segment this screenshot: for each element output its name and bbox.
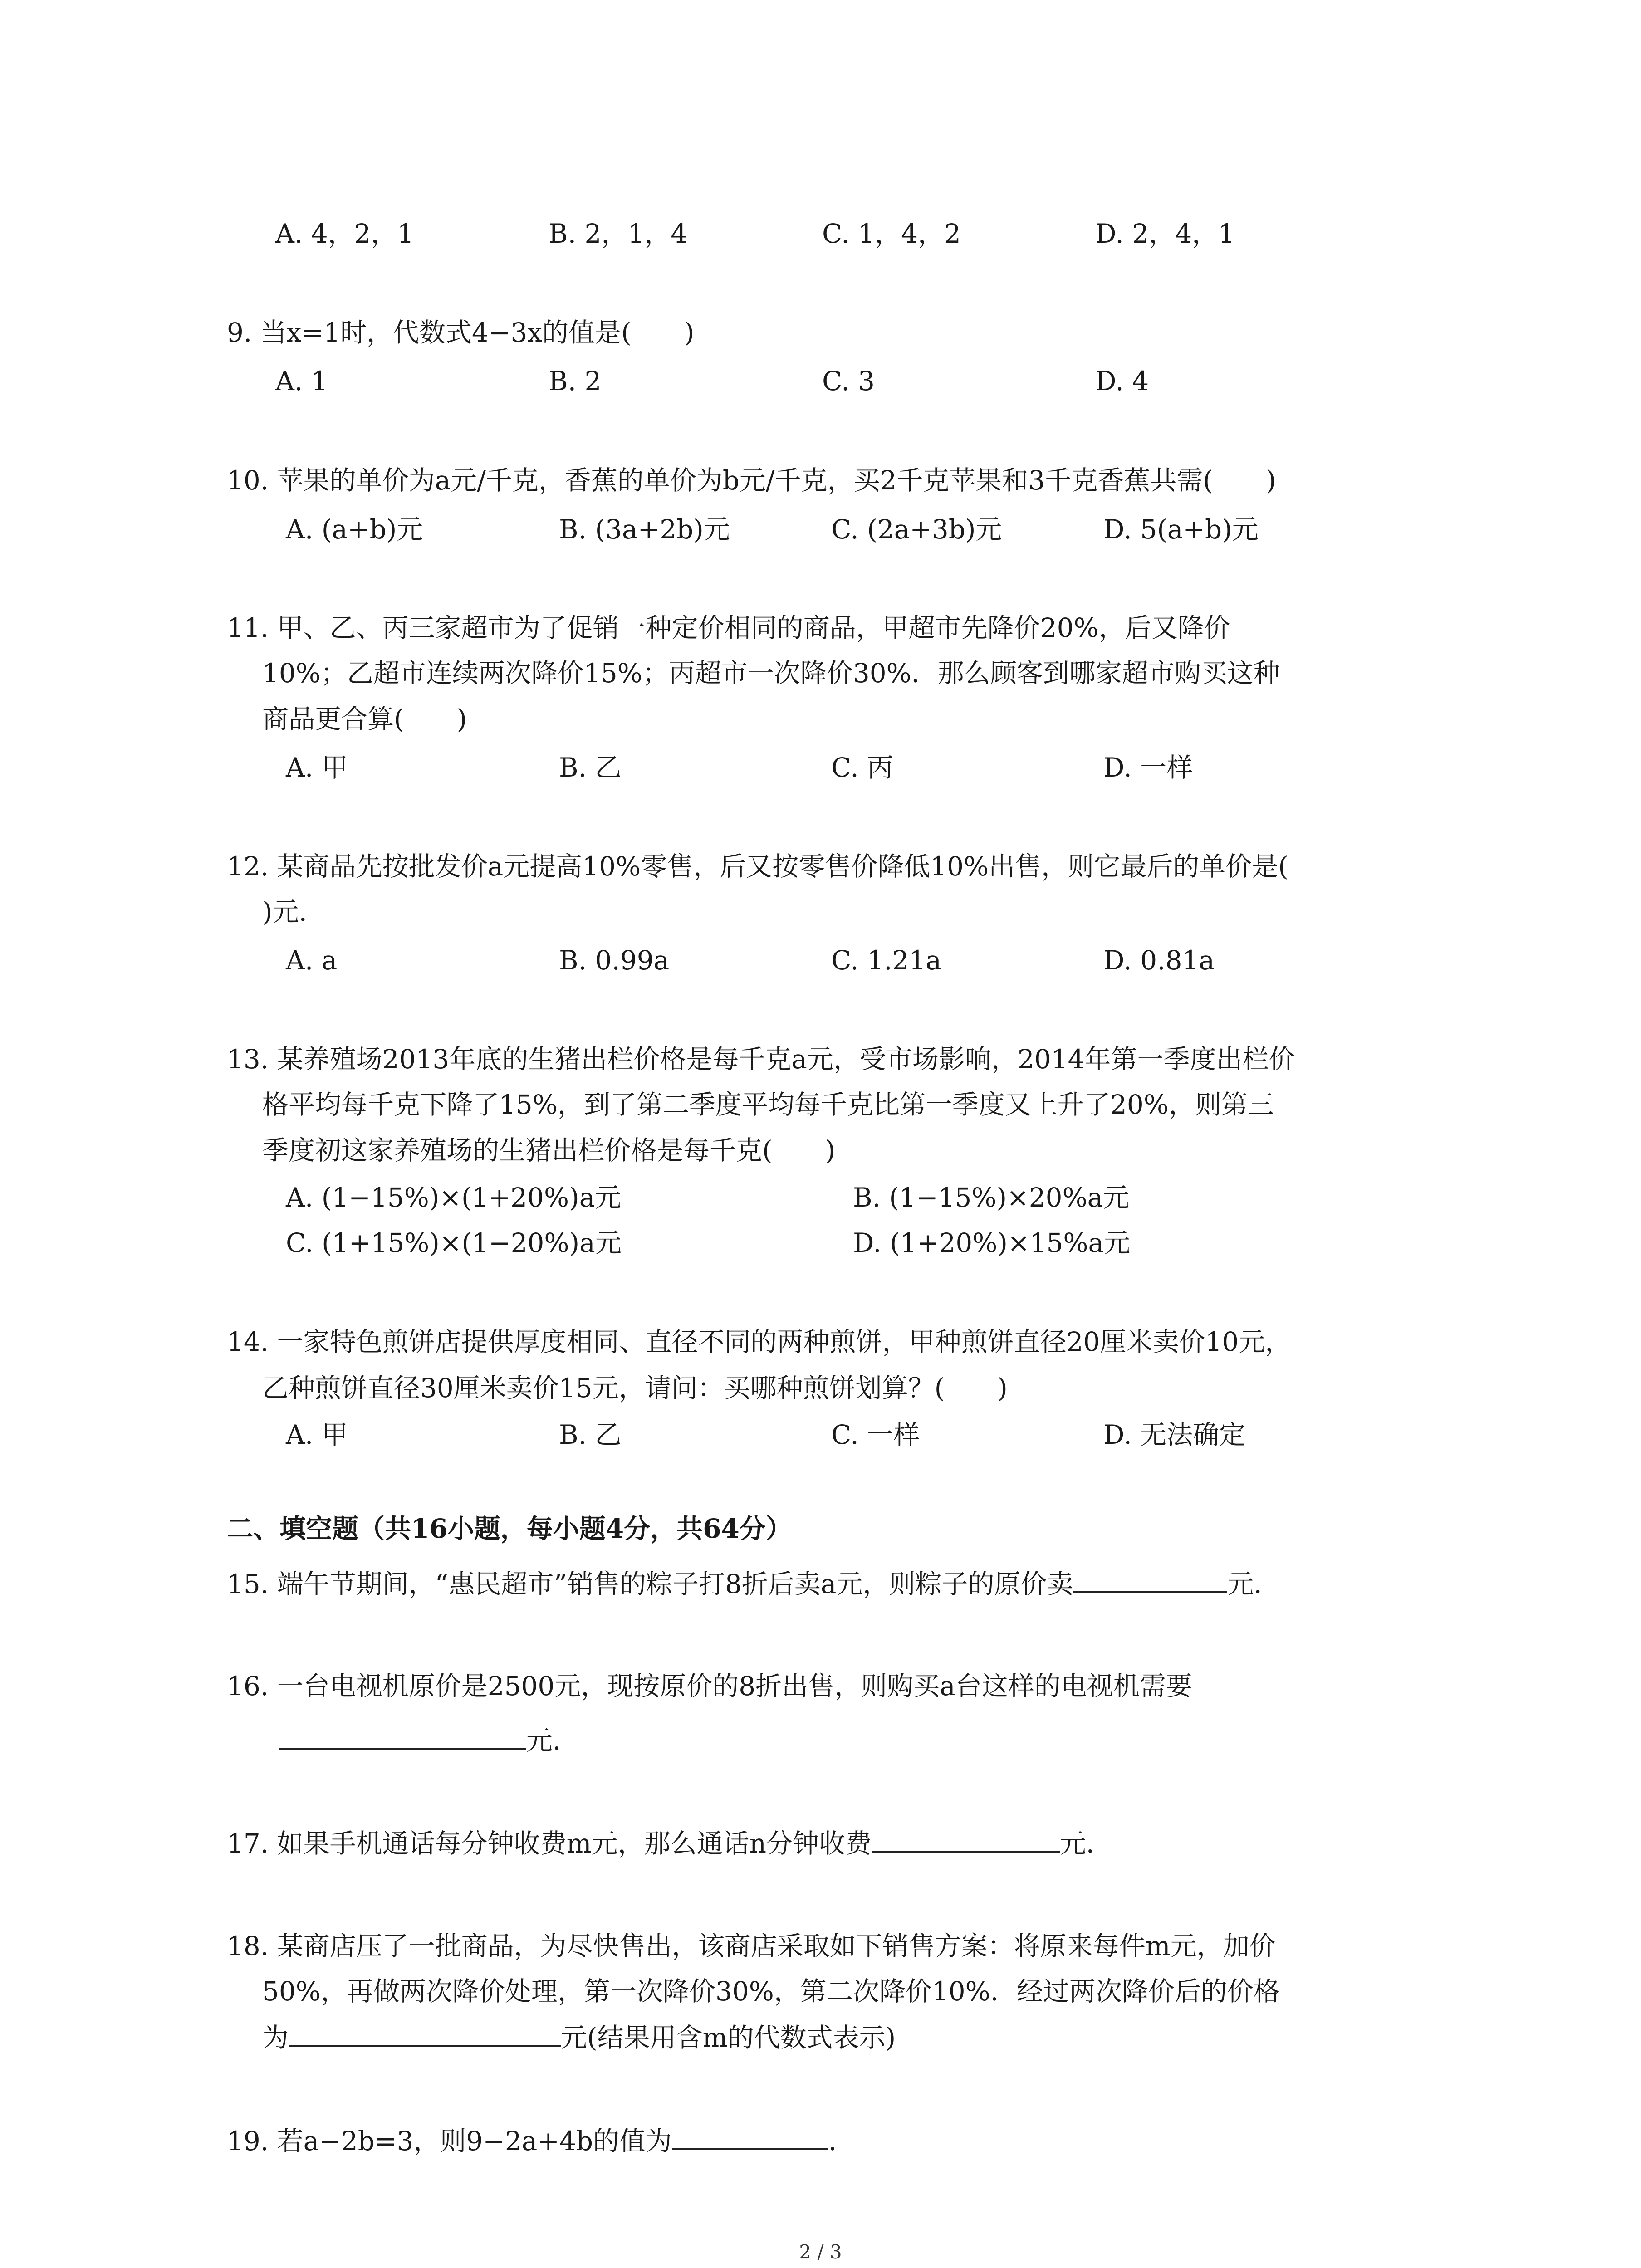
question-17	[227, 1825, 1112, 1862]
q18-text-line: 50%，再做两次降价处理，第一次降价30%，第二次降价10%．经过两次降价后的价格	[262, 1976, 1280, 2007]
q18-answer-line	[262, 2019, 896, 2056]
q10-option-a: A. (a+b)元	[286, 514, 423, 545]
page-number: 2 / 3	[799, 2241, 842, 2263]
q12-stem-line: )元．	[262, 896, 325, 927]
q11-stem-line: 10%；乙超市连续两次降价15%；丙超市一次降价30%．那么顾客到哪家超市购买这种	[262, 658, 1280, 689]
q12-option-a: A. a	[286, 945, 338, 976]
q14-stem-line: 14. 一家特色煎饼店提供厚度相同、直径不同的两种煎饼，甲种煎饼直径20厘米卖价10元，	[227, 1326, 1292, 1357]
section-2-heading: 二、填空题（共16小题，每小题4分，共64分）	[227, 1513, 792, 1544]
q14-option-c: C. 一样	[831, 1419, 920, 1450]
q13-option-c: C. (1+15%)×(1−20%)a元	[286, 1227, 622, 1258]
q14-option-a: A. 甲	[286, 1419, 348, 1450]
q15-text: 15. 端午节期间，“惠民超市”销售的粽子打8折后卖a元，则粽子的原价卖	[227, 1569, 1073, 1599]
q18-answer-blank[interactable]	[289, 2019, 561, 2047]
q14-stem-line: 乙种煎饼直径30厘米卖价15元，请问：买哪种煎饼划算？( )	[262, 1373, 1008, 1403]
q19-text: 19. 若a−2b=3，则9−2a+4b的值为	[227, 2126, 672, 2156]
q12-option-d: D. 0.81a	[1103, 945, 1215, 976]
q13-option-d: D. (1+20%)×15%a元	[853, 1227, 1131, 1258]
q8-option-d: D. 2，4，1	[1095, 218, 1235, 249]
q18-prefix: 为	[262, 2022, 289, 2053]
q10-option-d: D. 5(a+b)元	[1103, 514, 1259, 545]
q16-answer-blank[interactable]	[279, 1722, 526, 1750]
q13-stem-line: 13. 某养殖场2013年底的生猪出栏价格是每千克a元，受市场影响，2014年第一季度出栏价	[227, 1044, 1295, 1075]
q11-option-a: A. 甲	[286, 752, 348, 783]
q10-option-b: B. (3a+2b)元	[559, 514, 730, 545]
q11-stem-line: 11. 甲、乙、丙三家超市为了促销一种定价相同的商品，甲超市先降价20%，后又降价	[227, 612, 1230, 643]
q10-option-c: C. (2a+3b)元	[831, 514, 1002, 545]
q11-option-b: B. 乙	[559, 752, 622, 783]
q8-option-a: A. 4，2，1	[275, 218, 414, 249]
q13-stem-line: 季度初这家养殖场的生猪出栏价格是每千克( )	[262, 1135, 836, 1166]
q11-option-d: D. 一样	[1103, 752, 1193, 783]
q12-stem-line: 12. 某商品先按批发价a元提高10%零售，后又按零售价降低10%出售，则它最后的单价是(	[227, 851, 1288, 882]
q14-option-d: D. 无法确定	[1103, 1419, 1246, 1450]
q10-stem: 10. 苹果的单价为a元/千克，香蕉的单价为b元/千克，买2千克苹果和3千克香蕉共需( )	[227, 465, 1276, 496]
q9-option-a: A. 1	[275, 366, 328, 396]
q15-unit: 元．	[1227, 1569, 1280, 1599]
q11-option-c: C. 丙	[831, 752, 894, 783]
q16-text: 16. 一台电视机原价是2500元，现按原价的8折出售，则购买a台这样的电视机需要	[227, 1671, 1192, 1701]
q19-end: ．	[828, 2126, 855, 2156]
q17-answer-blank[interactable]	[872, 1825, 1060, 1853]
q16-unit: 元．	[526, 1725, 579, 1756]
question-15	[227, 1566, 1280, 1602]
q17-unit: 元．	[1060, 1828, 1113, 1859]
q9-option-b: B. 2	[549, 366, 602, 396]
q8-option-c: C. 1，4，2	[822, 218, 961, 249]
q11-stem-line: 商品更合算( )	[262, 704, 467, 734]
q18-suffix: 元(结果用含m的代数式表示)	[561, 2022, 896, 2053]
q9-stem: 9. 当x=1时，代数式4−3x的值是( )	[227, 317, 695, 348]
q16-answer-line	[279, 1722, 579, 1759]
q9-option-c: C. 3	[822, 366, 875, 396]
question-19	[227, 2123, 855, 2159]
q9-option-d: D. 4	[1095, 366, 1149, 396]
q12-option-c: C. 1.21a	[831, 945, 941, 976]
q17-text: 17. 如果手机通话每分钟收费m元，那么通话n分钟收费	[227, 1828, 872, 1859]
q8-option-b: B. 2，1，4	[549, 218, 688, 249]
q19-answer-blank[interactable]	[672, 2123, 828, 2150]
q13-option-a: A. (1−15%)×(1+20%)a元	[286, 1182, 622, 1213]
q12-option-b: B. 0.99a	[559, 945, 670, 976]
q15-answer-blank[interactable]	[1073, 1566, 1227, 1593]
q14-option-b: B. 乙	[559, 1419, 622, 1450]
q18-text-line: 18. 某商店压了一批商品，为尽快售出，该商店采取如下销售方案：将原来每件m元，加价	[227, 1931, 1276, 1961]
q13-option-b: B. (1−15%)×20%a元	[853, 1182, 1130, 1213]
q13-stem-line: 格平均每千克下降了15%，到了第二季度平均每千克比第一季度又上升了20%，则第三	[262, 1089, 1274, 1120]
